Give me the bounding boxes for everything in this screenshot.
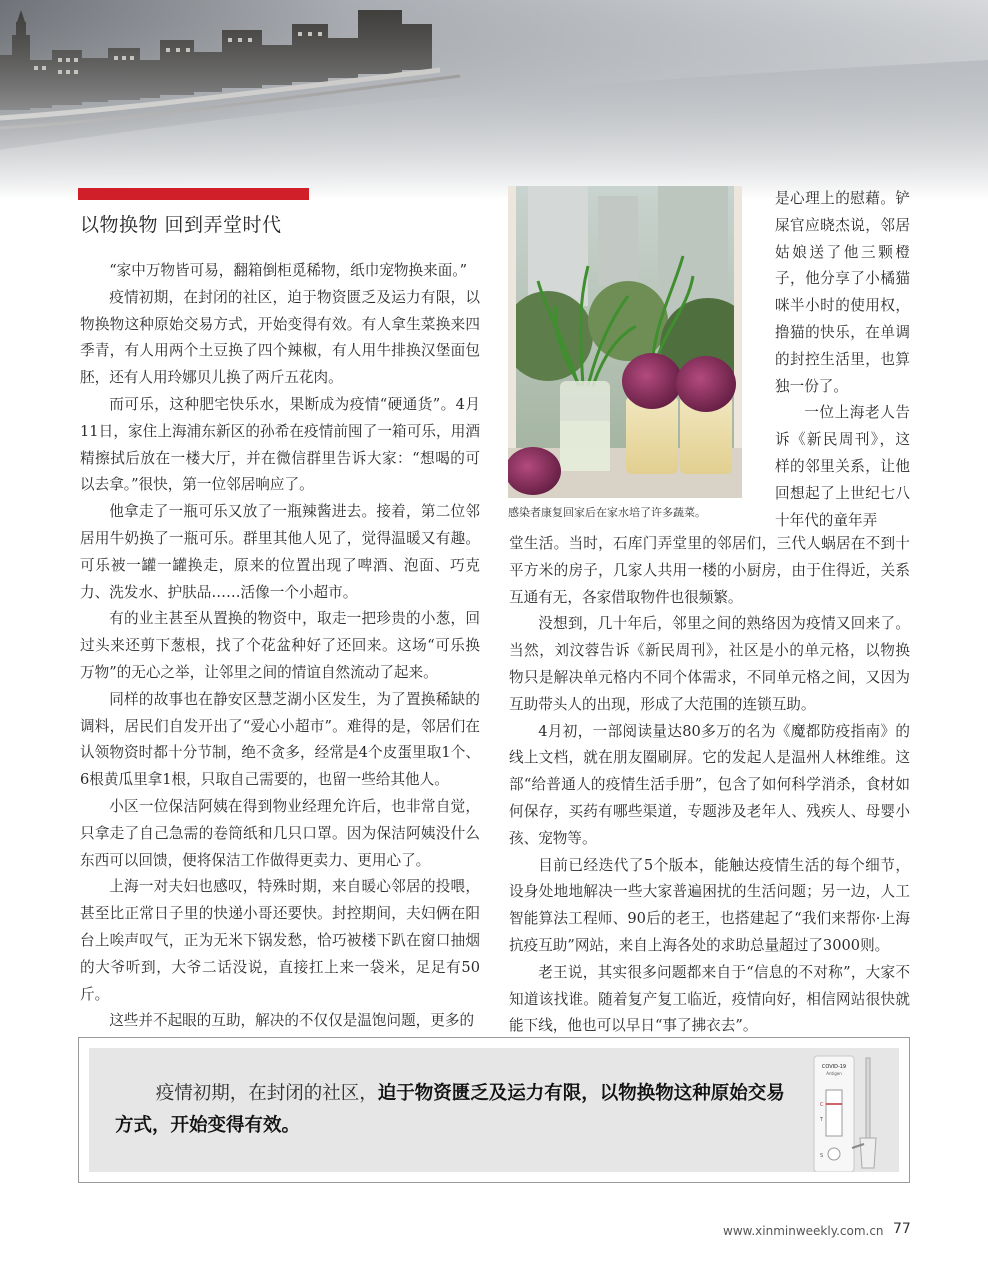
pull-quote-bold: 迫于物资匮乏及运力有限，以物换物这种原始交易方式，开始变得有效。 [115,1083,785,1136]
kit-label-2: Antigen [826,1071,842,1076]
paragraph: 是心理上的慰藉。铲屎官应晓杰说，邻居姑娘送了他三颗橙子，他分享了小橘猫咪半小时的使用权，撸猫的快乐，在单调的封控生活里，也算独一份了。 [775,190,910,395]
pull-quote-background [89,1048,899,1172]
page-number: 77 [893,1221,911,1237]
paragraph: 堂生活。当时，石库门弄堂里的邻居们，三代人蜗居在不到十平方米的房子，几家人共用一楼的小厨房，由于住得近，关系互通有无，各家借取物件也很频繁。 [509,535,910,606]
right-column-top [775,186,910,534]
left-column [80,258,480,1035]
right-column-bottom [509,531,910,1040]
paragraph: 一位上海老人告诉《新民周刊》，这样的邻里关系，让他回想起了上世纪七八十年代的童年弄 [775,404,910,529]
pull-quote-plain: 疫情初期，在封闭的社区， [155,1083,378,1104]
kit-label-1: COVID-19 [821,1064,847,1070]
paragraph: 老王说，其实很多问题都来自于“信息的不对称”，大家不知道该找谁。随着复产复工临近，疫情向好，相信网站很快就能下线，他也可以早日“事了拂衣去”。 [509,963,910,1035]
section-title: 以物换物 回到弄堂时代 [80,214,282,236]
kit-mark-c: C [820,1102,824,1108]
paragraph: 他拿走了一瓶可乐又放了一瓶辣酱进去。接着，第二位邻居用牛奶换了一瓶可乐。群里其他人见了，觉得温暖又有趣。可乐被一罐一罐换走，原来的位置出现了啤酒、泡面、巧克力、洗发水、护肤品……活像一个小超市。 [80,503,480,601]
paragraph: 这些并不起眼的互助，解决的不仅仅是温饱问题，更多的 [109,1012,475,1030]
paragraph: 上海一对夫妇也感叹，特殊时期，来自暖心邻居的投喂，甚至比正常日子里的快递小哥还要快。封控期间，夫妇俩在阳台上唉声叹气，正为无米下锅发愁，恰巧被楼下趴在窗口抽烟的大爷听到，大爷二话没说，直接扛上来一袋米，足足有50斤。 [80,878,480,1003]
paragraph: 有的业主甚至从置换的物资中，取走一把珍贵的小葱，回过头来还剪下葱根，找了个花盆种好了还回来。这场“可乐换万物”的无心之举，让邻里之间的情谊自然流动了起来。 [80,610,480,681]
pull-quote-box [78,1037,910,1183]
paragraph: 疫情初期，在封闭的社区，迫于物资匮乏及运力有限，以物换物这种原始交易方式，开始变得有效。有人拿生菜换来四季青，有人用两个土豆换了四个辣椒，有人用牛排换汉堡面包胚，还有人用玲娜贝儿换了两斤五花肉。 [80,288,480,387]
paragraph: 4月初，一部阅读量达80多万的名为《魔都防疫指南》的线上文档，就在朋友圈刷屏。它的发起人是温州人林维维。这部“给普通人的疫情生活手册”，包含了如何科学消杀，食材如何保存，买药有哪些渠道，专题涉及老年人、残疾人、母婴小孩、宠物等。 [509,722,910,847]
header-banner-image [0,0,988,200]
photo-caption: 感染者康复回家后在家水培了许多蔬菜。 [508,506,706,519]
paragraph: 目前已经迭代了5个版本，能触达疫情生活的每个细节，设身处地地解决一些大家普遍困扰的生活问题；另一边，人工智能算法工程师、90后的老王，也搭建起了“我们来帮你·上海抗疫互助”网站，来自上海各处的求助总量超过了3000则。 [509,856,910,954]
vegetable-photo [508,186,742,498]
paragraph: 没想到，几十年后，邻里之间的熟络因为疫情又回来了。当然，刘汶蓉告诉《新民周刊》，社区是小的单元格，以物换物只是解决单元格内不同个体需求，不同单元格之间，又因为互助带头人的出现，形成了大范围的连锁互助。 [509,615,910,713]
paragraph: 同样的故事也在静安区慧芝湖小区发生，为了置换稀缺的调料，居民们自发开出了“爱心小超市”。难得的是，邻居们在认领物资时都十分节制，绝不贪多，经常是4个皮蛋里取1个、6根黄瓜里拿1根，只取自己需要的，也留一些给其他人。 [80,690,480,789]
antigen-test-kit-icon [804,1048,899,1172]
section-accent-bar [78,188,309,200]
kit-mark-s: S [820,1153,824,1159]
pull-quote-text [115,1078,795,1142]
kit-mark-t: T [820,1117,824,1123]
paragraph: “家中万物皆可易，翻箱倒柜觅稀物，纸巾宠物换来面。” [109,262,468,279]
paragraph: 小区一位保洁阿姨在得到物业经理允许后，也非常自觉，只拿走了自己急需的卷筒纸和几只口罩。因为保洁阿姨没什么东西可以回馈，便将保洁工作做得更卖力、更用心了。 [80,797,480,869]
paragraph: 而可乐，这种肥宅快乐水，果断成为疫情“硬通货”。4月11日，家住上海浦东新区的孙希在疫情前囤了一箱可乐，用酒精擦拭后放在一楼大厅，并在微信群里告诉大家：“想喝的可以去拿。”很快，第一位邻居响应了。 [80,395,480,494]
footer-url: www.xinminweekly.com.cn [723,1224,884,1238]
